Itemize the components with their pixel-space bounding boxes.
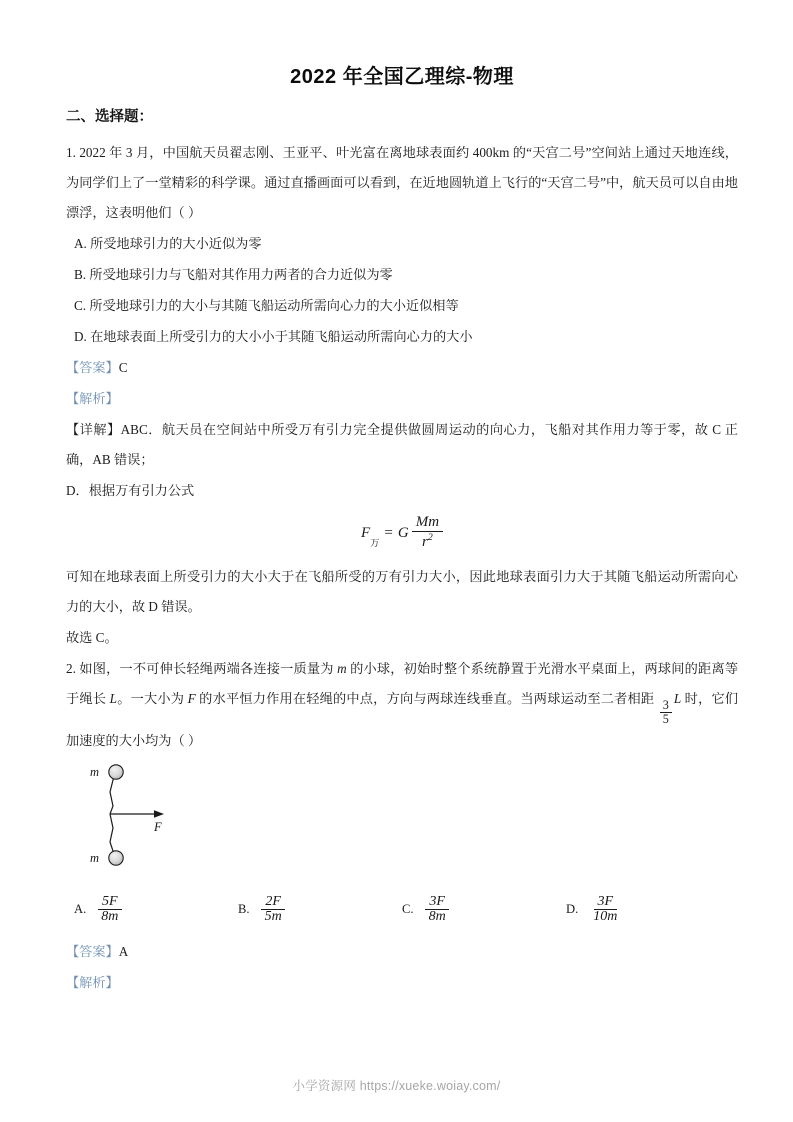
q2-stem-part5: 时，它们加速度的大小均为（ ）	[66, 690, 739, 748]
question-2-stem	[66, 654, 738, 756]
ball-top	[109, 764, 123, 778]
section-heading: 二、选择题：	[66, 109, 153, 125]
analysis-label: 【解析】	[66, 975, 119, 991]
question-2-answer-line	[66, 937, 738, 967]
option-d-label: D.	[566, 902, 579, 917]
formula-equals: =	[384, 524, 393, 541]
formula-numerator: Mm	[412, 514, 443, 532]
question-1-stem: 1. 2022 年 3 月，中国航天员翟志刚、王亚平、叶光富在离地球表面约 400km 的“天宫二号”空间站上通过天地连线，为同学们上了一堂精彩的科学课。通过直播画面可以看到，在近地圆轨道上飞行的“天宫二号”中，航天员可以自由地漂浮，这表明他们（ ）	[66, 145, 738, 220]
q2-var-f: F	[187, 690, 196, 706]
answer-label: 【答案】	[66, 360, 119, 375]
detail-label: 【详解】	[66, 422, 121, 437]
option-c-numerator: 3F	[425, 895, 449, 911]
option-a-fraction	[97, 895, 122, 925]
question-1-analysis-line	[66, 384, 738, 414]
answer-value: C	[118, 360, 128, 375]
ball-bottom	[109, 850, 123, 864]
force-label: F	[154, 819, 162, 834]
question-2-option-d	[566, 895, 730, 925]
detail-text: ABC．航天员在空间站中所受万有引力完全提供做圆周运动的向心力，飞船对其作用力等于零，故 C 正确，AB 错误；	[66, 422, 738, 467]
page-title: 2022 年全国乙理综-物理	[290, 66, 514, 88]
question-1-after-formula: 可知在地球表面上所受引力的大小大于在飞船所受的万有引力大小，因此地球表面引力大于其随飞船运动所需向心力的大小，故 D 错误。	[66, 568, 738, 614]
option-b-denominator: 5m	[264, 909, 282, 925]
formula-denominator-base: r	[422, 534, 428, 551]
analysis-label: 【解析】	[66, 391, 119, 406]
formula-denominator	[418, 532, 437, 551]
question-2-option-c	[402, 895, 566, 925]
question-1-option-b: B. 所受地球引力与飞船对其作用力两者的合力近似为零	[74, 267, 393, 282]
q2-stem-part1: 2. 如图，一不可伸长轻绳两端各连接一质量为	[66, 660, 338, 676]
option-d-fraction	[589, 895, 621, 925]
option-a-label: A.	[74, 902, 87, 917]
option-d-numerator: 3F	[594, 895, 618, 911]
question-2-option-b	[238, 895, 402, 925]
formula-constant: G	[397, 524, 409, 541]
option-c-label: C.	[402, 902, 414, 917]
ball-top-mass-label: m	[90, 764, 100, 779]
footer-watermark: 小学资源网 https://xueke.woiay.com/	[292, 1079, 501, 1093]
question-1-answer-line	[66, 353, 738, 383]
formula-denominator-exponent: 2	[427, 532, 433, 544]
answer-value: A	[118, 944, 129, 960]
diagram-svg	[70, 762, 300, 872]
question-2-options	[66, 895, 738, 925]
option-c-denominator: 8m	[428, 909, 446, 925]
formula-lhs-variable: F	[360, 524, 371, 541]
question-2-option-a	[74, 895, 238, 925]
question-1-option-c: C. 所受地球引力的大小与其随飞船运动所需向心力的大小近似相等	[74, 298, 459, 313]
question-1-option-d: D. 在地球表面上所受引力的大小小于其随飞船运动所需向心力的大小	[74, 329, 473, 344]
question-2-analysis-line	[66, 968, 738, 998]
q2-var-l: L	[109, 690, 117, 706]
q2-fraction-numerator: 3	[660, 699, 672, 713]
q2-var-l2: L	[673, 690, 682, 706]
rope-lower-segment	[110, 814, 114, 854]
question-1-detail-line	[66, 415, 738, 475]
question-1-detail-d: D．根据万有引力公式	[66, 483, 195, 498]
option-b-fraction	[261, 895, 286, 925]
q2-stem-part4: 的水平恒力作用在轻绳的中点，方向与两球连线垂直。当两球运动至二者相距	[195, 690, 658, 706]
option-b-numerator: 2F	[261, 895, 285, 911]
option-a-denominator: 8m	[101, 909, 119, 925]
option-c-fraction	[425, 895, 450, 925]
rope-and-balls-diagram	[66, 762, 738, 877]
q2-stem-part2: 的小球，初始时整个系统静置于光滑水平桌面上，两球间的距离等于绳长	[66, 660, 739, 706]
q2-stem-part3: 。一大小为	[117, 690, 188, 706]
gravitation-formula	[66, 514, 738, 552]
question-1-conclusion: 故选 C。	[66, 629, 118, 645]
formula-fraction	[412, 514, 443, 552]
answer-label: 【答案】	[66, 944, 119, 960]
q2-var-m: m	[337, 660, 347, 676]
option-b-label: B.	[238, 902, 250, 917]
option-a-numerator: 5F	[98, 895, 122, 911]
ball-bottom-mass-label: m	[90, 850, 100, 865]
question-1-option-a: A. 所受地球引力的大小近似为零	[74, 236, 262, 251]
force-arrow-head	[154, 810, 164, 818]
q2-fraction-denominator: 5	[662, 711, 669, 726]
formula-lhs-subscript: 万	[370, 539, 380, 550]
rope-upper-segment	[110, 776, 114, 814]
q2-fraction-three-fifths	[660, 699, 672, 725]
option-d-denominator: 10m	[593, 909, 618, 925]
